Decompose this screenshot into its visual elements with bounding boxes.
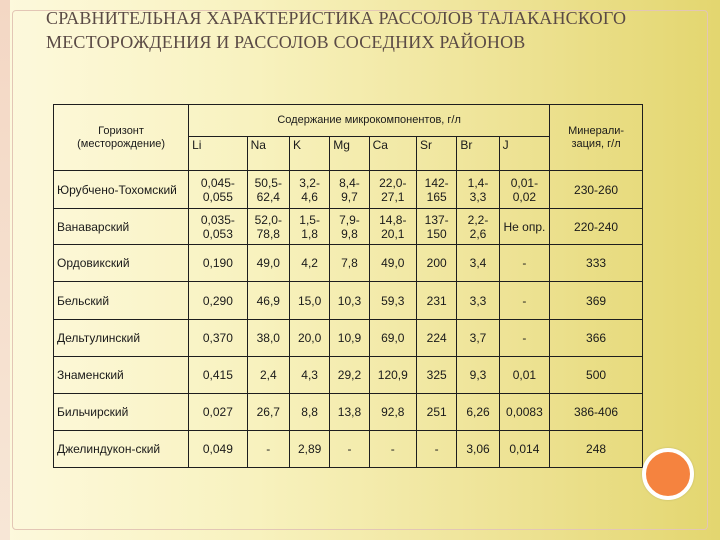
brine-comparison-table — [53, 104, 643, 468]
left-decor-stripe — [0, 0, 10, 540]
table-cell: 8,4-9,7 — [330, 171, 369, 209]
table-cell: 49,0 — [369, 245, 416, 282]
table-cell: 9,3 — [457, 356, 499, 393]
element-header: Ca — [369, 137, 416, 171]
table-row — [54, 430, 643, 467]
table-cell: 3,3 — [457, 282, 499, 319]
table-cell: 26,7 — [247, 393, 289, 430]
table-cell: 2,2-2,6 — [457, 209, 499, 245]
table-cell: 231 — [417, 282, 457, 319]
table-cell: 3,4 — [457, 245, 499, 282]
header-microcomponents: Содержание микрокомпонентов, г/л — [189, 105, 550, 137]
table-cell: 0,049 — [189, 430, 247, 467]
header-mineralization: Минерали-зация, г/л — [550, 105, 643, 171]
table-cell: 0,014 — [499, 430, 549, 467]
table-cell: 1,4-3,3 — [457, 171, 499, 209]
table-cell: 230-260 — [550, 171, 643, 209]
table-cell: 0,01-0,02 — [499, 171, 549, 209]
table-cell: 10,3 — [330, 282, 369, 319]
table-cell: - — [499, 282, 549, 319]
table-row — [54, 209, 643, 245]
row-horizon-name: Ванаварский — [54, 209, 189, 245]
table-cell: 3,7 — [457, 319, 499, 356]
table-cell: 386-406 — [550, 393, 643, 430]
header-horizon: Горизонт (месторождение) — [54, 105, 189, 171]
table-cell: - — [417, 430, 457, 467]
table-cell: 10,9 — [330, 319, 369, 356]
table-cell: 200 — [417, 245, 457, 282]
row-horizon-name: Бильчирский — [54, 393, 189, 430]
table-cell: 52,0-78,8 — [247, 209, 289, 245]
table-cell: 29,2 — [330, 356, 369, 393]
table-cell: 49,0 — [247, 245, 289, 282]
table-cell: - — [247, 430, 289, 467]
element-header: Li — [189, 137, 247, 171]
table-row — [54, 171, 643, 209]
accent-circle — [642, 448, 694, 500]
table-cell: 500 — [550, 356, 643, 393]
element-header: Mg — [330, 137, 369, 171]
row-horizon-name: Бельский — [54, 282, 189, 319]
row-horizon-name: Дельтулинский — [54, 319, 189, 356]
table-cell: 50,5-62,4 — [247, 171, 289, 209]
table-cell: 0,035-0,053 — [189, 209, 247, 245]
table-cell: 0,027 — [189, 393, 247, 430]
table-cell: 4,3 — [289, 356, 329, 393]
table-cell: 0,0083 — [499, 393, 549, 430]
slide-title: СРАВНИТЕЛЬНАЯ ХАРАКТЕРИСТИКА РАССОЛОВ ТАЛАКАНСКОГО МЕСТОРОЖДЕНИЯ И РАССОЛОВ СОСЕДНИХ РАЙОНОВ — [46, 8, 627, 52]
table-cell: 2,4 — [247, 356, 289, 393]
table-cell: 325 — [417, 356, 457, 393]
row-horizon-name: Юрубчено-Тохомский — [54, 171, 189, 209]
table-cell: 2,89 — [289, 430, 329, 467]
table-cell: 333 — [550, 245, 643, 282]
row-horizon-name: Ордовикский — [54, 245, 189, 282]
row-horizon-name: Знаменский — [54, 356, 189, 393]
table-cell: 248 — [550, 430, 643, 467]
table-cell: 3,06 — [457, 430, 499, 467]
table-cell: 38,0 — [247, 319, 289, 356]
row-horizon-name: Джелиндукон-ский — [54, 430, 189, 467]
table-cell: 366 — [550, 319, 643, 356]
table-cell: Не опр. — [499, 209, 549, 245]
table-cell: 14,8-20,1 — [369, 209, 416, 245]
table-cell: - — [330, 430, 369, 467]
element-header: J — [499, 137, 549, 171]
element-header: Na — [247, 137, 289, 171]
table-row — [54, 319, 643, 356]
table-cell: 69,0 — [369, 319, 416, 356]
element-header: K — [289, 137, 329, 171]
table-cell: 7,8 — [330, 245, 369, 282]
table-cell: 92,8 — [369, 393, 416, 430]
element-header: Br — [457, 137, 499, 171]
data-table-container — [53, 104, 643, 468]
table-cell: 20,0 — [289, 319, 329, 356]
table-cell: 0,370 — [189, 319, 247, 356]
table-cell: 220-240 — [550, 209, 643, 245]
table-cell: 224 — [417, 319, 457, 356]
element-header: Sr — [417, 137, 457, 171]
table-cell: 15,0 — [289, 282, 329, 319]
table-cell: 142-165 — [417, 171, 457, 209]
table-cell: 0,045-0,055 — [189, 171, 247, 209]
table-cell: 137-150 — [417, 209, 457, 245]
table-cell: 0,01 — [499, 356, 549, 393]
table-cell: - — [499, 245, 549, 282]
table-cell: 4,2 — [289, 245, 329, 282]
table-cell: 46,9 — [247, 282, 289, 319]
table-cell: - — [499, 319, 549, 356]
table-cell: 6,26 — [457, 393, 499, 430]
table-row — [54, 245, 643, 282]
table-row — [54, 356, 643, 393]
table-cell: 3,2-4,6 — [289, 171, 329, 209]
table-cell: 369 — [550, 282, 643, 319]
table-cell: 0,415 — [189, 356, 247, 393]
table-cell: 0,290 — [189, 282, 247, 319]
table-cell: 8,8 — [289, 393, 329, 430]
table-cell: - — [369, 430, 416, 467]
table-cell: 7,9-9,8 — [330, 209, 369, 245]
table-cell: 13,8 — [330, 393, 369, 430]
table-cell: 1,5-1,8 — [289, 209, 329, 245]
table-cell: 120,9 — [369, 356, 416, 393]
table-cell: 0,190 — [189, 245, 247, 282]
table-cell: 22,0-27,1 — [369, 171, 416, 209]
table-row — [54, 393, 643, 430]
table-cell: 251 — [417, 393, 457, 430]
table-row — [54, 282, 643, 319]
table-cell: 59,3 — [369, 282, 416, 319]
